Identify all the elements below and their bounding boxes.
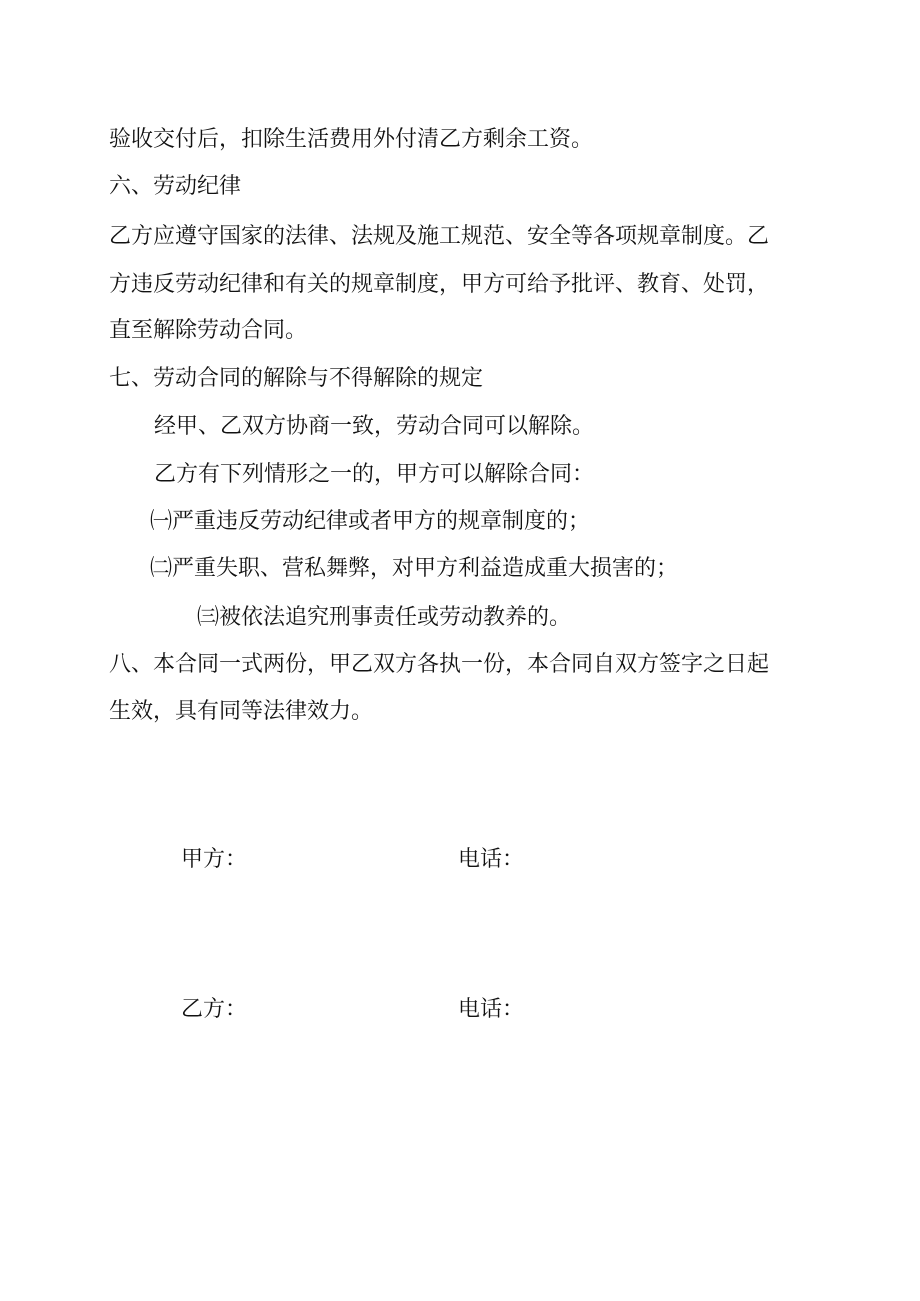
paragraph-mutual-termination: 经甲、乙双方协商一致，劳动合同可以解除。 xyxy=(154,414,595,439)
list-item-condition-2: ㈡严重失职、营私舞弊，对甲方利益造成重大损害的； xyxy=(150,556,679,581)
party-a-label: 甲方： xyxy=(181,847,248,872)
party-b-label: 乙方： xyxy=(181,997,248,1022)
paragraph-wage-settlement: 验收交付后，扣除生活费用外付清乙方剩余工资。 xyxy=(109,127,594,152)
section-heading-contract-termination: 七、劳动合同的解除与不得解除的规定 xyxy=(109,366,484,391)
list-item-condition-3: ㈢被依法追究刑事责任或劳动教养的。 xyxy=(197,605,572,630)
section-heading-labor-discipline: 六、劳动纪律 xyxy=(109,174,242,199)
list-item-condition-1: ㈠严重违反劳动纪律或者甲方的规章制度的； xyxy=(150,509,591,534)
paragraph-copies-line-1: 八、本合同一式两份，甲乙双方各执一份，本合同自双方签字之日起 xyxy=(109,652,770,677)
paragraph-discipline-line-2: 方违反劳动纪律和有关的规章制度，甲方可给予批评、教育、处罚， xyxy=(109,272,770,297)
paragraph-copies-line-2: 生效，具有同等法律效力。 xyxy=(109,699,374,724)
paragraph-discipline-line-3: 直至解除劳动合同。 xyxy=(109,318,308,343)
paragraph-discipline-line-1: 乙方应遵守国家的法律、法规及施工规范、安全等各项规章制度。乙 xyxy=(109,224,770,249)
paragraph-termination-conditions: 乙方有下列情形之一的，甲方可以解除合同： xyxy=(154,462,595,487)
party-b-phone-label: 电话： xyxy=(458,997,525,1022)
party-a-phone-label: 电话： xyxy=(458,847,525,872)
